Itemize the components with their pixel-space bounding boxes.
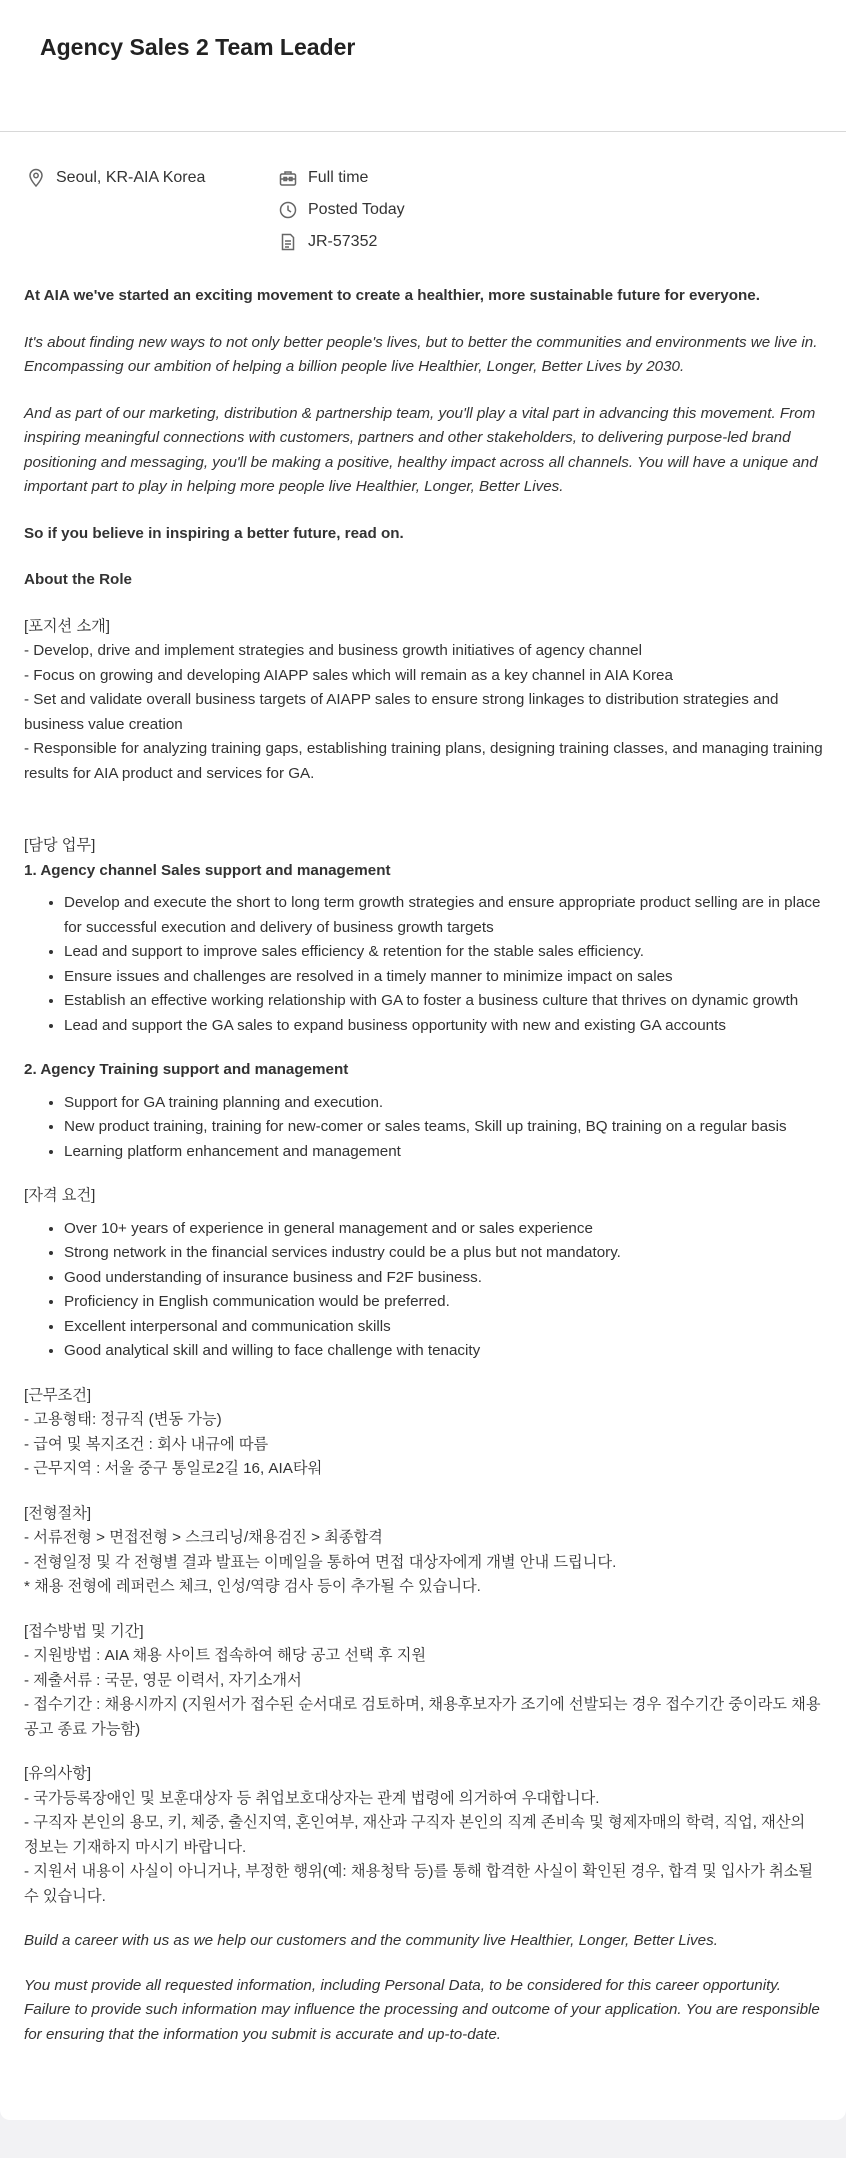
conditions-line: - 급여 및 복지조건 : 회사 내규에 따름 (24, 1435, 269, 1453)
notes-line: - 지원서 내용이 사실이 아니거나, 부정한 행위(예: 채용청탁 등)를 통해 합격한 사실이 확인된 경우, 합격 및 입사가 취소될 수 있습니다. (24, 1863, 814, 1905)
job-posted (278, 198, 405, 222)
map-pin-icon (26, 168, 46, 188)
intro-paragraph-1: It's about finding new ways to not only better people's lives, but to better the communities and environments we live in. Encompassing our ambition of helping a billion people live Healthier, Longer, Better Lives by 2030. (24, 333, 818, 375)
list-item: • Proficiency in English communication would be preferred. (64, 1290, 824, 1315)
position-title: [포지션 소개] (24, 617, 111, 635)
job-req-id-text: JR-57352 (308, 233, 378, 250)
process-line: * 채용 전형에 레퍼런스 체크, 인성/역량 검사 등이 추가될 수 있습니다. (24, 1578, 481, 1595)
clock-icon (278, 200, 298, 220)
job-title: Agency Sales 2 Team Leader (40, 34, 356, 60)
job-posted-text: Posted Today (308, 201, 405, 218)
closing-career: Build a career with us as we help our customers and the community live Healthier, Longer, Better Lives. (24, 1932, 718, 1949)
job-meta (26, 164, 826, 264)
process-line: - 전형일정 및 각 전형별 결과 발표는 이메일을 통하여 면접 대상자에게 개별 안내 드립니다. (24, 1553, 617, 1571)
apply-line: - 지원방법 : AIA 채용 사이트 접속하여 해당 공고 선택 후 지원 (24, 1647, 427, 1664)
job-type-text: Full time (308, 169, 369, 186)
closing-disclaimer: You must provide all requested information, including Personal Data, to be considered for this career opportunity. Failure to provide such information may influence the processing and outcome of your application. You are responsible for ensuring that the information you submit is accurate and up-to-date. (24, 1976, 820, 2043)
intro-cta: So if you believe in inspiring a better future, read on. (24, 524, 404, 542)
list-item: • Ensure issues and challenges are resolved in a timely manner to minimize impact on sales (64, 965, 824, 990)
list-item: • Support for GA training planning and execution. (64, 1091, 824, 1116)
list-item: • Lead and support the GA sales to expand business opportunity with new and existing GA accounts (64, 1014, 824, 1039)
apply-title: [접수방법 및 기간] (24, 1622, 144, 1640)
conditions-line: - 근무지역 : 서울 중구 통일로2길 16, AIA타워 (24, 1460, 323, 1477)
notes-line: - 국가등록장애인 및 보훈대상자 등 취업보호대상자는 관계 법령에 의거하여 우대합니다. (24, 1789, 600, 1807)
about-role-heading: About the Role (24, 571, 132, 588)
conditions-line: - 고용형태: 정규직 (변동 가능) (24, 1411, 222, 1428)
notes-line: - 구직자 본인의 용모, 키, 체중, 출신지역, 혼인여부, 재산과 구직자 본인의 직계 존비속 및 형제자매의 학력, 직업, 재산의 정보는 기재하지 마시기 바랍니다. (24, 1814, 806, 1856)
process-title: [전형절차] (24, 1504, 92, 1522)
list-item: • New product training, training for new-comer or sales teams, Skill up training, BQ training on a regular basis (64, 1115, 824, 1140)
position-line: - Set and validate overall business targets of AIAPP sales to ensure strong linkages to distribution strategies and business value creation (24, 691, 779, 733)
list-item: • Excellent interpersonal and communication skills (64, 1315, 824, 1340)
list-item: • Over 10+ years of experience in general management and or sales experience (64, 1217, 824, 1242)
intro-headline: At AIA we've started an exciting movement to create a healthier, more sustainable future for everyone. (24, 287, 760, 304)
job-req-id (278, 230, 377, 254)
conditions-title: [근무조건] (24, 1386, 92, 1404)
list-item: • Learning platform enhancement and management (64, 1140, 824, 1165)
position-line: - Responsible for analyzing training gaps, establishing training plans, designing training classes, and managing training results for AIA product and services for GA. (24, 740, 823, 782)
briefcase-icon (278, 168, 298, 188)
job-description (24, 284, 824, 2047)
list-item: • Good analytical skill and willing to face challenge with tenacity (64, 1339, 824, 1364)
list-item: • Good understanding of insurance business and F2F business. (64, 1266, 824, 1291)
duties-title: [담당 업무] (24, 837, 96, 854)
job-location-text: Seoul, KR-AIA Korea (56, 169, 206, 186)
job-location (26, 166, 205, 190)
job-type (278, 166, 368, 190)
apply-line: - 제출서류 : 국문, 영문 이력서, 자기소개서 (24, 1671, 302, 1689)
duties-list-1 (24, 891, 824, 1038)
page-header (0, 0, 846, 132)
intro-paragraph-2: And as part of our marketing, distribution & partnership team, you'll play a vital part in advancing this movement. From inspiring meaningful connections with customers, partners and other stakeholders, to delivering purpose-led brand positioning and messaging, you'll be making a positive, healthy impact across all channels. You will have a unique and important part to play in helping more people live Healthier, Longer, Better Lives. (24, 404, 818, 495)
position-line: - Develop, drive and implement strategies and business growth initiatives of agency channel (24, 642, 642, 659)
list-item: • Strong network in the financial services industry could be a plus but not mandatory. (64, 1241, 824, 1266)
position-line: - Focus on growing and developing AIAPP sales which will remain as a key channel in AIA Korea (24, 666, 673, 684)
qualifications-list (24, 1217, 824, 1364)
duties-section-heading: 1. Agency channel Sales support and management (24, 861, 391, 879)
duties-list-2 (24, 1091, 824, 1165)
notes-title: [유의사항] (24, 1765, 92, 1782)
apply-line: - 접수기간 : 채용시까지 (지원서가 접수된 순서대로 검토하며, 채용후보자가 조기에 선발되는 경우 접수기간 중이라도 채용 공고 종료 가능함) (24, 1696, 821, 1738)
process-line: - 서류전형 > 면접전형 > 스크리닝/채용검진 > 최종합격 (24, 1529, 383, 1546)
list-item: • Lead and support to improve sales efficiency & retention for the stable sales efficiency. (64, 940, 824, 965)
list-item: • Develop and execute the short to long term growth strategies and ensure appropriate product selling are in place for successful execution and delivery of business growth targets (64, 891, 824, 940)
qualifications-title: [자격 요건] (24, 1187, 96, 1204)
duties-section-heading: 2. Agency Training support and management (24, 1061, 349, 1078)
document-icon (278, 232, 298, 252)
list-item: • Establish an effective working relationship with GA to foster a business culture that thrives on dynamic growth (64, 989, 824, 1014)
